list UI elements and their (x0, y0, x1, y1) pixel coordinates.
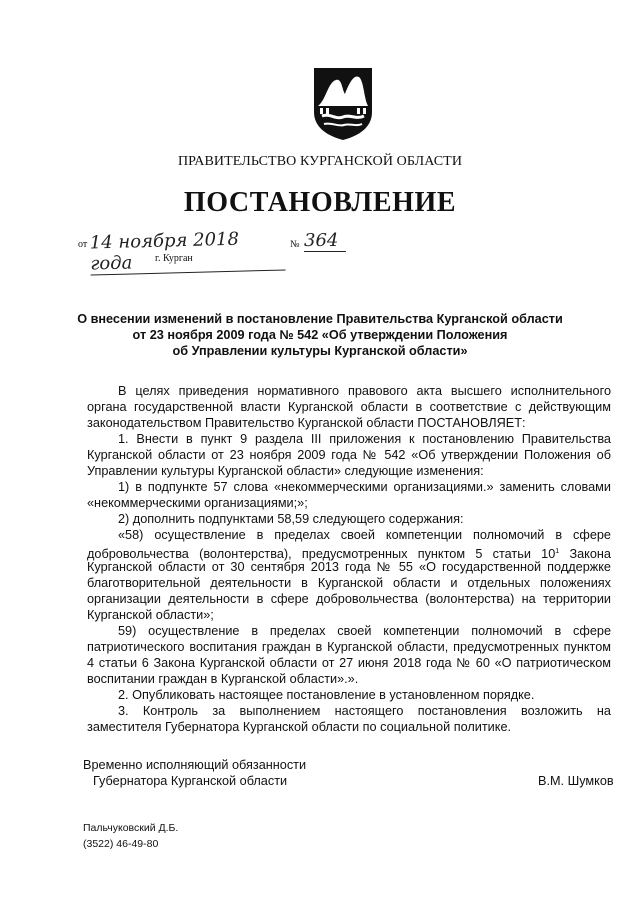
body-line: В целях приведения нормативного правового акта высшего исполнительного (118, 384, 611, 398)
body-line: 59) осуществление в пределах своей компетенции полномочий в сфере (118, 624, 611, 638)
document-date: 14 ноября 2018 года (89, 227, 285, 275)
body-line: 1) в подпункте 57 слова «некоммерческими организациями.» заменить словами (118, 480, 611, 494)
signatory-position-line-1: Временно исполняющий обязанности (83, 758, 307, 772)
from-label: от (78, 239, 88, 250)
body-line: 2. Опубликовать настоящее постановление в установленном порядке. (118, 688, 535, 702)
body-line: органа государственной власти Курганской области в соответствие с действующим (87, 400, 611, 414)
document-type-heading: ПОСТАНОВЛЕНИЕ (183, 187, 457, 218)
body-line: патриотического воспитания граждан в Курганской области, предусмотренных пунктом (87, 640, 611, 654)
body-line: 1. Внести в пункт 9 раздела III приложения к постановлению Правительства (118, 432, 611, 446)
city-label: г. Курган (155, 253, 193, 264)
executor-name: Пальчуковский Д.Б. (83, 822, 179, 834)
signatory-position-line-2: Губернатора Курганской области (93, 774, 288, 788)
body-line: Курганской области»; (87, 608, 214, 622)
body-line: «некоммерческими организациями;»; (87, 496, 308, 510)
body-line: воспитании граждан в Курганской области».». (87, 672, 359, 686)
title-line-3: об Управлении культуры Курганской области» (172, 344, 468, 358)
coat-of-arms-emblem (312, 66, 374, 142)
title-line-2: от 23 ноября 2009 года № 542 «Об утверждении Положения (132, 328, 508, 342)
body-text: добровольчества (волонтерства), предусмотренных пунктом 5 статьи 10 (87, 547, 556, 562)
body-line: 4 статьи 6 Закона Курганской области от 27 июня 2018 года № 60 «О патриотическом (87, 656, 611, 670)
document-number: 364 (304, 230, 346, 252)
body-text: Закона (559, 547, 611, 562)
body-line: Курганской области от 30 сентября 2013 года № 55 «О государственной поддержке (87, 560, 611, 574)
body-line: организации деятельности в сфере добровольчества (волонтерства) на территории (87, 592, 611, 606)
body-line: заместителя Губернатора Курганской области по социальной политике. (87, 720, 512, 734)
body-line: благотворительной деятельности в Курганской области и отдельных положениях (87, 576, 611, 590)
body-line: Курганской области от 23 ноября 2009 года № 542 «Об утверждении Положения об (87, 448, 611, 462)
body-line: законодательством Правительство Курганской области ПОСТАНОВЛЯЕТ: (87, 416, 526, 430)
signatory-name: В.М. Шумков (538, 774, 614, 788)
superscript: 1 (555, 548, 560, 555)
body-line: «58) осуществление в пределах своей компетенции полномочий в сфере (118, 528, 611, 542)
government-name: ПРАВИТЕЛЬСТВО КУРГАНСКОЙ ОБЛАСТИ (177, 154, 463, 169)
body-line: 2) дополнить подпунктами 58,59 следующего содержания: (118, 512, 464, 526)
executor-phone: (3522) 46-49-80 (83, 838, 159, 850)
title-line-1: О внесении изменений в постановление Правительства Курганской области (77, 312, 563, 326)
body-line: 3. Контроль за выполнением настоящего постановления возложить на (118, 704, 611, 718)
body-line: Управлении культуры Курганской области» следующие изменения: (87, 464, 484, 478)
document-title (0, 311, 640, 359)
number-label: № (290, 239, 300, 250)
